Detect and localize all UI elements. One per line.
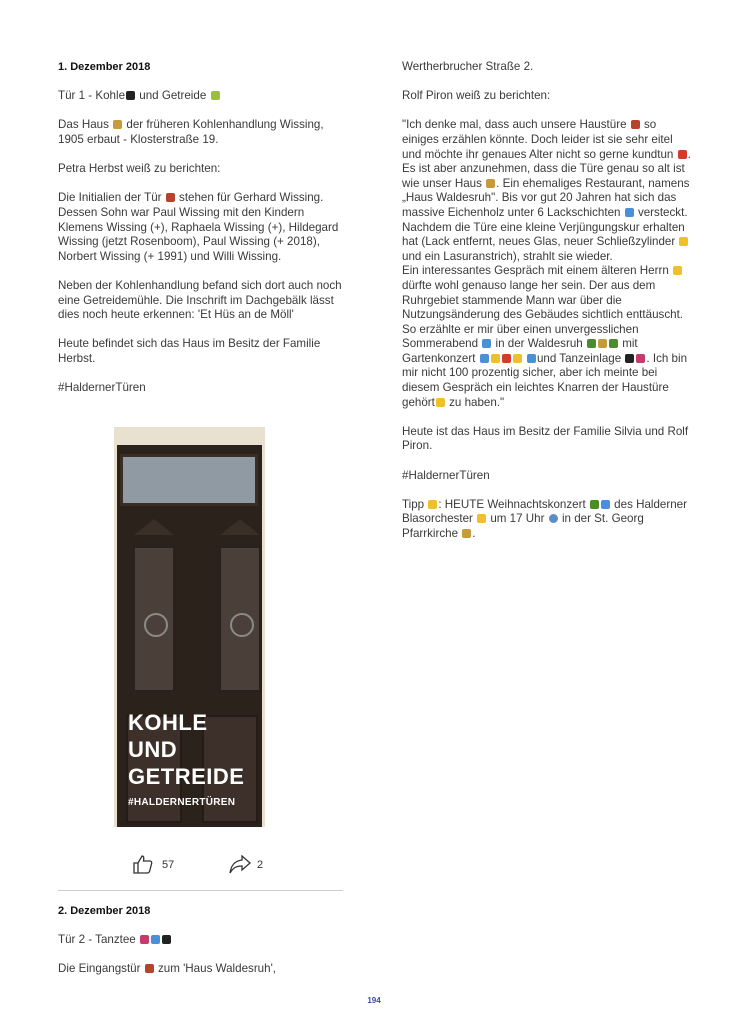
clock-icon [549,514,558,523]
house-icon [598,339,607,348]
paragraph [58,962,348,977]
music-notes-icon [527,354,536,363]
door-icon [145,964,154,973]
text: so einiges erzählen könnte. Doch leider ist sie sehr eitel und möchte ihr genaues Alter nicht so gerne kundtun [402,118,674,161]
text: versteckt. Nachdem die Türe eine kleine Verjüngungskur erhalten hat (Lack entfernt, neues Glas, neuer Schließzylinder [402,205,688,249]
paragraph: Neben der Kohlenhandlung befand sich dort auch noch eine Getreidemühle. Die Inschrift im Dachgebälk lässt dies noch heute erkennen: 'Et Hüs an de Möll' [58,278,342,322]
text: : HEUTE Weihnachtskonzert [438,497,586,511]
text: . [687,147,691,161]
trumpet-icon [477,514,486,523]
entry-title [58,89,348,104]
text: Tipp [402,497,425,511]
paragraph: Heute ist das Haus im Besitz der Familie Silvia und Rolf Piron. [402,424,689,453]
text: Das Haus [58,118,109,132]
text: und ein Lasuranstrich), strahlt sie wieder. [402,249,613,263]
entry-2-continued [402,60,692,556]
dancer-icon [636,354,645,363]
text: . Ein ehemaliges Restaurant, namens „Haus Waldesruh". Bis vor gut 20 Jahren hat sich das massive Eichenholz unter 6 Lackschichten [402,176,690,219]
paragraph: Rolf Piron weiß zu berichten: [402,89,551,103]
quote [402,162,692,264]
text: zu haben." [449,395,505,409]
transom-window [120,454,258,506]
text: stehen für Gerhard Wissing. Dessen Sohn war Paul Wissing mit den Kindern Klemens Wissing (+), Raphaela Wissing (+), Hildegard Wissing (jetzt Rosenboom), Paul Wissing (+ 2018), Norbert Wissing (+ 1991) und Willi Wissing. [58,191,339,263]
entry-date: 2. Dezember 2018 [58,905,151,917]
music-notes-icon [151,935,160,944]
door-photo[interactable] [114,427,265,827]
paragraph: Petra Herbst weiß zu berichten: [58,162,221,176]
entry-date: 1. Dezember 2018 [58,61,151,73]
ornament [220,519,260,535]
man-dancing-icon [162,935,171,944]
paragraph: Wertherbrucher Straße 2. [402,60,534,73]
quote [402,118,692,162]
church-icon [462,529,471,538]
text: mit Gartenkonzert [402,337,638,365]
caption-line: GETREIDE [128,764,245,789]
megaphone-icon [678,150,687,159]
tip [402,498,692,542]
share-count: 2 [257,859,264,871]
divider [58,890,343,891]
title-text: Tür 1 - Kohle [58,89,126,103]
sunset-icon [482,339,491,348]
entry-title [58,933,348,948]
text: Ein interessantes Gespräch mit einem älteren Herrn [402,264,669,278]
christmas-tree-icon [590,500,599,509]
caption-line: KOHLE [128,710,208,735]
entry-1 [58,60,348,410]
thumbs-up-icon[interactable] [132,853,154,878]
page-number: 194 [367,996,381,1005]
ornament [134,519,174,535]
caption-line: UND [128,737,178,762]
wrought-iron-initial [230,613,254,637]
grain-icon [211,91,220,100]
text: in der St. Georg Pfarrkirche [402,512,644,540]
paragraph [58,118,348,147]
house-icon [113,120,122,129]
title-text: Tür 2 - Tanztee [58,933,136,947]
like-count: 57 [162,859,175,871]
title-text: und Getreide [139,89,207,103]
ear-icon [436,398,445,407]
text: der früheren Kohlenhandlung Wissing, 1905 erbaut - Klosterstraße 19. [58,118,324,146]
trumpet-icon [491,354,500,363]
paintbrush-icon [625,208,634,217]
warning-icon [428,500,437,509]
music-notes-icon [480,354,489,363]
text: . [472,527,476,540]
reactions-bar [132,853,332,877]
hashtag[interactable]: #HaldernerTüren [58,381,146,395]
text: "Ich denke mal, dass auch unsere Haustüre [402,118,627,132]
drum-icon [502,354,511,363]
text: Die Eingangstür [58,962,141,976]
text: Die Initialien der Tür [58,191,162,205]
text: und Tanzeinlage [536,351,622,365]
paragraph [58,191,348,264]
text: um 17 Uhr [490,512,545,526]
photo-caption [128,709,244,790]
saxophone-icon [513,354,522,363]
tree-icon [609,339,618,348]
text: in der Waldesruh [495,337,583,351]
text: dürfte wohl genauso lange her sein. Der aus dem Ruhrgebiet stammende Mann war über die Nutzungsänderung des Gebäudes sichtlich enttäuscht. So erzählte er mir über einen unvergesslichen Sommerabend [402,278,684,351]
text: . Ich bin mir nicht 100 prozentig sicher, aber ich meinte bei diesem Gespräch ein leichtes Knarren der Haustüre gehört [402,351,688,409]
door-icon [166,193,175,202]
music-notes-icon [601,500,610,509]
text: des Halderner Blasorchester [402,497,687,526]
door-icon [631,120,640,129]
text: zum 'Haus Waldesruh', [157,962,277,976]
paragraph: Heute befindet sich das Haus im Besitz der Familie Herbst. [58,337,321,365]
tree-icon [587,339,596,348]
key-lock-icon [679,237,688,246]
text: Es ist aber anzunehmen, dass die Türe genau so alt ist wie unser Haus [402,162,685,190]
house-icon [486,179,495,188]
photo-hashtag: #HALDERNERTÜREN [128,797,236,808]
quote [402,264,692,410]
man-dancing-icon [625,354,634,363]
older-man-icon [673,266,682,275]
dancer-icon [140,935,149,944]
share-icon[interactable] [228,853,252,878]
entry-2 [58,904,348,992]
hashtag[interactable]: #HaldernerTüren [402,468,490,482]
black-square-icon [126,91,135,100]
wrought-iron-initial [144,613,168,637]
